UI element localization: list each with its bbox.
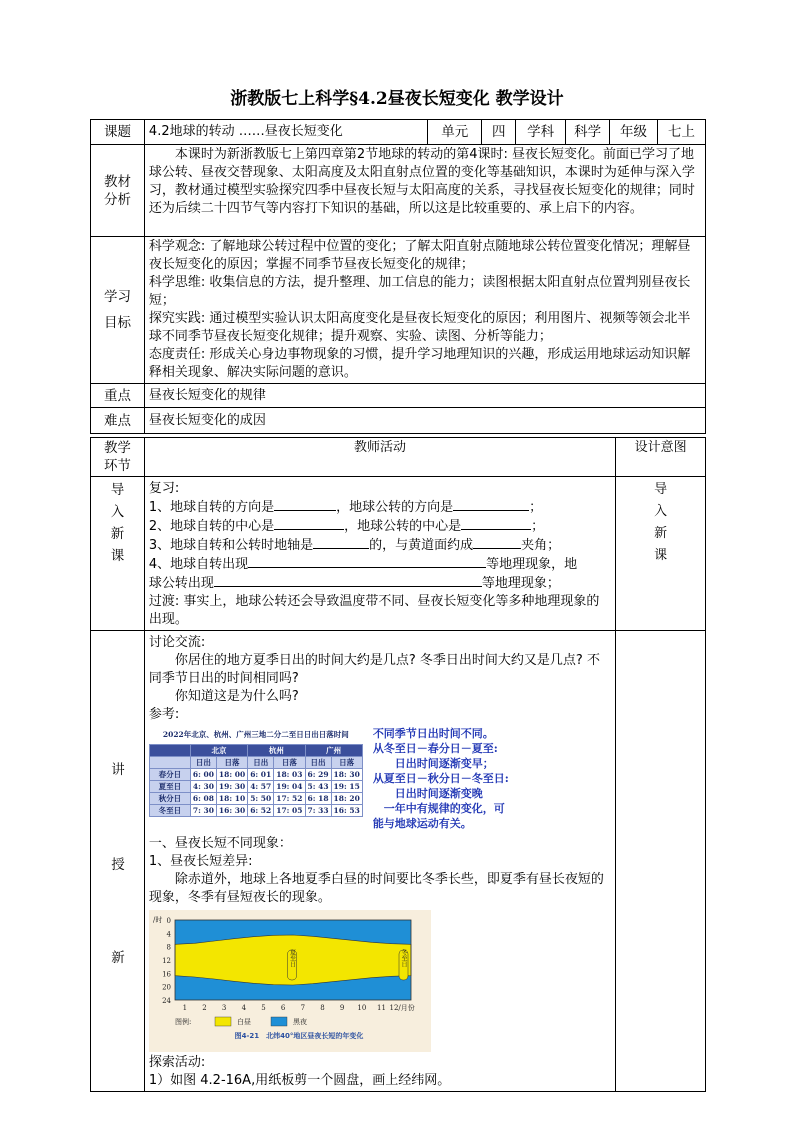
x-tick-label: 5: [261, 1004, 266, 1012]
x-tick-label: 4: [241, 1004, 246, 1012]
x-axis-label: 12/月份: [389, 1004, 415, 1012]
winter-solstice-label: 冬至日: [399, 949, 407, 967]
subsection-heading: 1、昼夜长短差异:: [148, 854, 253, 869]
stage-header: [91, 438, 145, 477]
y-axis-label: /时: [152, 916, 163, 924]
time-cell: 6: 08: [190, 793, 216, 805]
time-cell: 19: 15: [331, 781, 362, 793]
intro-stage-char: 课: [110, 548, 125, 564]
legend-day-label: 白昼: [236, 1018, 251, 1026]
x-tick-label: 10: [357, 1004, 367, 1012]
summer-solstice-label: 夏至日: [288, 949, 296, 967]
intro-stage-char: 入: [110, 504, 125, 520]
x-tick-label: 7: [300, 1004, 305, 1012]
label-subject: 学科: [516, 120, 566, 145]
review-q4: 4、地球自转出现 等地理现象，地: [148, 557, 578, 572]
season-label: 春分日: [149, 769, 190, 781]
sub-header: 日出: [190, 757, 216, 769]
sub-header: 日出: [305, 757, 331, 769]
time-cell: 6: 18: [305, 793, 331, 805]
note-line: 从夏至日－秋分日－冬至日:: [372, 772, 509, 785]
time-cell: 18: 20: [331, 793, 362, 805]
intro-stage-char: 导: [110, 482, 125, 498]
goal-line: 探究实践: 通过模型实验认识太阳高度变化是昼夜长短变化的原因；利用图片、视频等领会北半球不同季节昼夜长短变化规律；提升观察、实验、读图、分析等能力；: [148, 311, 691, 344]
note-line: 一年中有规律的变化，可: [372, 802, 505, 815]
lecture-stage-char: 新: [111, 950, 125, 966]
time-cell: 17: 05: [274, 805, 305, 817]
intent-char: 课: [654, 548, 668, 563]
subject-value: 科学: [566, 120, 610, 145]
x-tick-label: 3: [221, 1004, 227, 1012]
stage-header-l2: 环节: [103, 458, 131, 474]
time-cell: 5: 50: [248, 793, 274, 805]
label-goals: [91, 237, 145, 384]
observation-note: [373, 726, 509, 831]
intent-header: 设计意图: [616, 438, 706, 477]
topic-value: 4.2地球的转动 ……昼夜长短变化: [144, 120, 427, 145]
season-label: 夏至日: [149, 781, 190, 793]
review-q2: 2、地球自转的中心是 ，地球公转的中心是 ；: [148, 519, 545, 534]
section-heading: 一、昼夜长短不同现象：: [148, 836, 292, 851]
sunrise-table: [149, 744, 363, 817]
note-line: 能与地球运动有关。: [372, 817, 472, 830]
sunrise-table-row: [149, 781, 362, 793]
lecture-stage-char: 授: [111, 857, 125, 873]
legend-swatch-day: [215, 1017, 231, 1026]
intro-content: [144, 477, 615, 631]
time-cell: 4: 30: [190, 781, 216, 793]
legend-night-label: 黑夜: [292, 1018, 307, 1026]
label-goals-l2: 目标: [103, 315, 131, 331]
y-tick-label: 4: [166, 930, 171, 939]
intro-stage-char: 新: [110, 526, 125, 542]
sunrise-table-row: [149, 769, 362, 781]
season-label: 秋分日: [149, 793, 190, 805]
city-header: 杭州: [248, 745, 305, 757]
time-cell: 18: 03: [274, 769, 305, 781]
sub-header: 日出: [248, 757, 274, 769]
y-tick-label: 20: [161, 983, 171, 992]
goal-line: 态度责任: 形成关心身边事物现象的习惯，提升学习地理知识的兴趣，形成运用地球运动知识解释相关现象、解决实际问题的意识。: [148, 347, 691, 380]
lecture-stage-char: 讲: [111, 762, 125, 778]
sunrise-table-row: [149, 793, 362, 805]
label-topic: 课题: [91, 120, 145, 145]
time-cell: 18: 30: [331, 769, 362, 781]
discuss-q2: 你知道这是为什么吗?: [174, 689, 299, 704]
explore-step-1: 1）如图 4.2-16A,用纸板剪一个圆盘，画上经纬网。: [148, 1073, 451, 1088]
legend-label: 图例:: [174, 1018, 192, 1026]
season-label: 冬至日: [149, 805, 190, 817]
time-cell: 19: 04: [274, 781, 305, 793]
teacher-header: 教师活动: [144, 438, 615, 477]
time-cell: 18: 00: [216, 769, 247, 781]
stage-header-l1: 教学: [103, 440, 131, 456]
intent-char: 导: [654, 482, 668, 497]
difficulty-text: 昼夜长短变化的成因: [144, 408, 705, 434]
y-tick-label: 0: [166, 917, 171, 925]
lecture-stage: [91, 631, 145, 1092]
time-cell: 17: 52: [274, 793, 305, 805]
info-table: [90, 119, 706, 434]
discuss-label: 讨论交流:: [148, 635, 206, 650]
ref-label: 参考:: [148, 707, 180, 722]
sunrise-table-wrap: [149, 726, 363, 817]
note-line: 不同季节日出时间不同。: [372, 727, 494, 740]
time-cell: 18: 10: [216, 793, 247, 805]
chart-caption: 图4-21 北纬40°地区昼夜长短的年变化: [234, 1032, 364, 1040]
label-unit: 单元: [428, 120, 482, 145]
label-grade: 年级: [610, 120, 658, 145]
process-table: [90, 437, 706, 1092]
label-analysis-l2: 分析: [103, 191, 131, 208]
unit-value: 四: [482, 120, 516, 145]
label-difficulty: 难点: [91, 408, 145, 434]
page-title: 浙教版七上科学§4.2昼夜长短变化 教学设计: [230, 89, 564, 109]
y-tick-label: 12: [161, 957, 171, 965]
time-cell: 6: 29: [305, 769, 331, 781]
grade-value: 七上: [658, 120, 706, 145]
discuss-q1: 你居住的地方夏季日出的时间大约是几点? 冬季日出时间大约又是几点? 不同季节日出的时间相同吗?: [148, 653, 600, 686]
label-key: 重点: [91, 384, 145, 408]
time-cell: 7: 30: [190, 805, 216, 817]
intro-intent: [616, 477, 706, 631]
section-text: 除赤道外，地球上各地夏季白昼的时间要比冬季长些，即夏季有昼长夜短的现象，冬季有昼短夜长的现象。: [148, 872, 604, 905]
y-tick-label: 16: [161, 970, 171, 979]
note-line: 日出时间逐渐变晚: [372, 787, 483, 800]
review-q1: 1、地球自转的方向是 ，地球公转的方向是 ；: [148, 500, 543, 515]
day-night-chart-svg: [149, 910, 431, 1052]
label-goals-l1: 学习: [103, 289, 131, 305]
time-cell: 4: 57: [248, 781, 274, 793]
lecture-intent: [616, 631, 706, 1092]
x-tick-label: 1: [182, 1004, 187, 1012]
sub-header: 日落: [331, 757, 362, 769]
city-header: 北京: [190, 745, 247, 757]
label-analysis-l1: 教材: [103, 173, 131, 190]
goals-text: [144, 237, 705, 384]
legend-swatch-night: [271, 1017, 287, 1026]
x-tick-label: 11: [376, 1004, 386, 1012]
lecture-content: [144, 631, 615, 1092]
time-cell: 19: 30: [216, 781, 247, 793]
sunrise-table-title: 2022年北京、杭州、广州三地二分二至日日出日落时间: [162, 730, 349, 739]
x-tick-label: 2: [202, 1004, 207, 1012]
intent-char: 入: [654, 504, 668, 519]
time-cell: 6: 00: [190, 769, 216, 781]
analysis-text: 本课时为新浙教版七上第四章第2节地球的转动的第4课时: 昼夜长短变化。前面已学习了地球公转、昼夜交替现象、太阳高度及太阳直射点位置的变化等基础知识，本课时为延伸与深入学习，教材通过模型实验探究四季中昼夜长短与太阳高度的关系，寻找昼夜长短变化的规律；同时还为后续二十四节气等内容打下知识的基础，所以这是比较重要的、承上启下的内容。: [144, 145, 705, 237]
time-cell: 16: 30: [216, 805, 247, 817]
review-label: 复习:: [148, 481, 180, 496]
note-line: 日出时间逐渐变早；: [372, 757, 494, 770]
time-cell: 6: 01: [248, 769, 274, 781]
intent-char: 新: [654, 526, 668, 541]
note-line: 从冬至日－春分日－夏至:: [372, 742, 498, 755]
time-cell: 7: 33: [305, 805, 331, 817]
time-cell: 5: 43: [305, 781, 331, 793]
goal-line: 科学思维: 收集信息的方法，提升整理、加工信息的能力；读图根据太阳直射点位置判别昼夜长短；: [148, 275, 691, 308]
time-cell: 6: 52: [248, 805, 274, 817]
x-tick-label: 9: [339, 1004, 345, 1012]
goal-line: 科学观念: 了解地球公转过程中位置的变化；了解太阳直射点随地球公转位置变化情况；理解昼夜长短变化的原因；掌握不同季节昼夜长短变化的规律；: [148, 239, 691, 272]
y-tick-label: 24: [161, 997, 171, 1005]
sub-header: 日落: [216, 757, 247, 769]
x-tick-label: 8: [320, 1004, 325, 1012]
explore-label: 探索活动:: [148, 1055, 206, 1070]
city-header: 广州: [305, 745, 362, 757]
x-tick-label: 6: [280, 1004, 286, 1012]
key-text: 昼夜长短变化的规律: [144, 384, 705, 408]
transition-text: 过渡: 事实上，地球公转还会导致温度带不同、昼夜长短变化等多种地理现象的出现。: [148, 594, 600, 627]
sunrise-table-row: [149, 805, 362, 817]
reference-block: [149, 726, 611, 831]
review-q4-cont: 球公转出现 等地理现象；: [148, 576, 560, 591]
sub-header: 日落: [274, 757, 305, 769]
y-tick-label: 8: [166, 943, 171, 952]
time-cell: 16: 53: [331, 805, 362, 817]
label-analysis: [91, 145, 145, 237]
intro-stage: [91, 477, 145, 631]
review-q3: 3、地球自转和公转时地轴是 的，与黄道面约成 夹角；: [148, 538, 561, 553]
day-night-chart: [149, 910, 611, 1052]
